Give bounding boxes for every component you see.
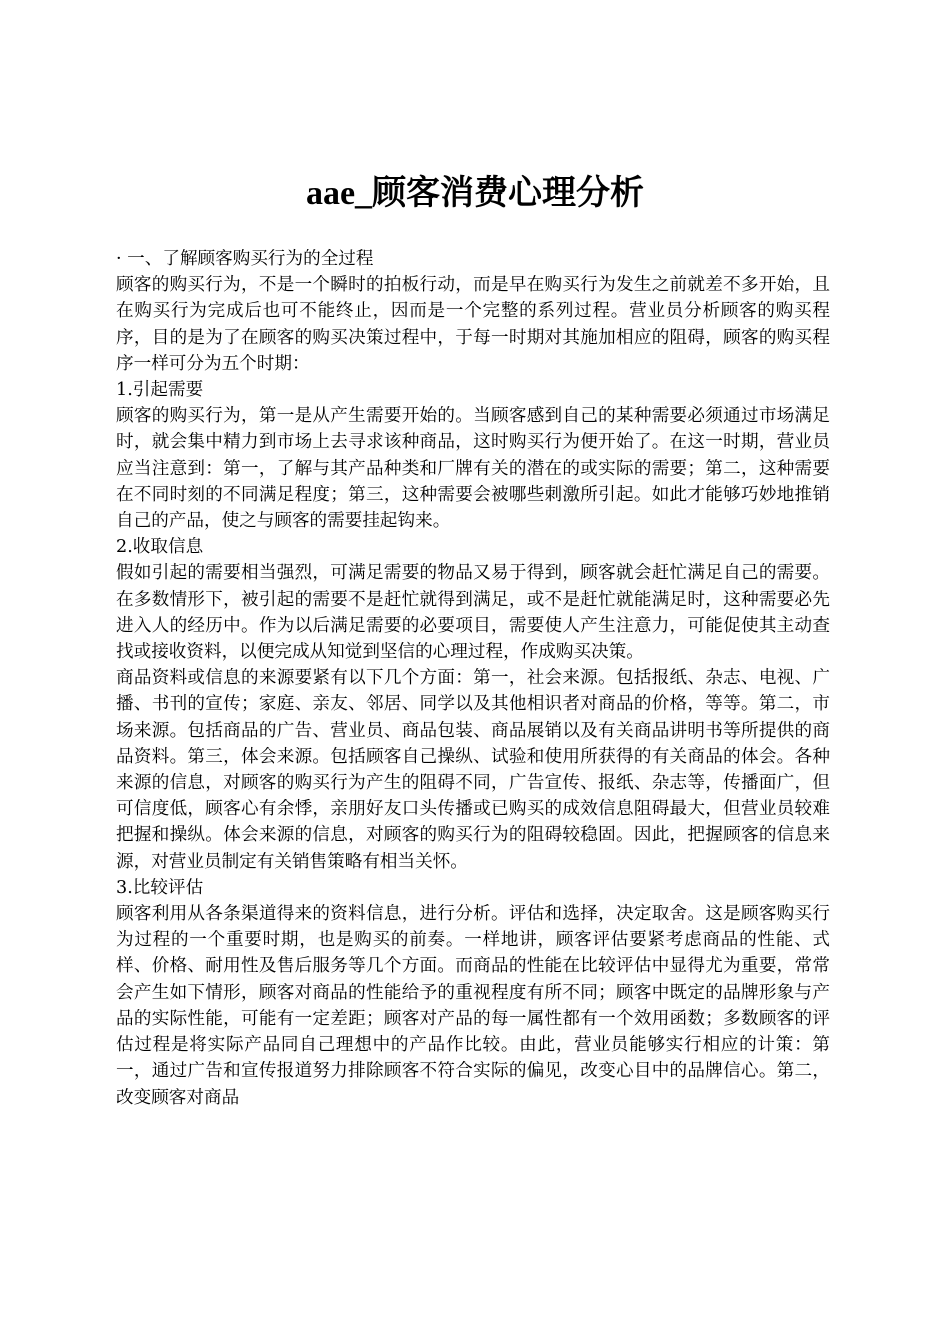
paragraph-need: 顾客的购买行为，第一是从产生需要开始的。当顾客感到自己的某种需要必须通过市场满足时，就会集中精力到市场上去寻求该种商品，这时购买行为便开始了。在这一时期，营业员应当注意到：第一，了解与其产品种类和厂牌有关的潜在的或实际的需要；第二，这种需要在不同时刻的不同满足程度；第三，这种需要会被哪些刺激所引起。如此才能够巧妙地推销自己的产品，使之与顾客的需要挂起钩来。 xyxy=(116,406,830,532)
section-heading-1: · 一、了解顾客购买行为的全过程 xyxy=(116,249,374,269)
paragraph-info-2: 商品资料或信息的来源要紧有以下几个方面：第一，社会来源。包括报纸、杂志、电视、广播、书刊的宣传；家庭、亲友、邻居、同学以及其他相识者对商品的价格，等等。第二，市场来源。包括商品的广告、营业员、商品包装、商品展销以及有关商品讲明书等所提供的商品资料。第三，体会来源。包括顾客自己操纵、试验和使用所获得的有关商品的体会。各种来源的信息，对顾客的购买行为产生的阻碍不同，广告宣传、报纸、杂志等，传播面广，但可信度低，顾客心有余悸，亲朋好友口头传播或已购买的成效信息阻碍最大，但营业员较难把握和操纵。体会来源的信息，对顾客的购买行为的阻碍较稳固。因此，把握顾客的信息来源，对营业员制定有关销售策略有相当关怀。 xyxy=(116,668,830,872)
paragraph-intro: 顾客的购买行为，不是一个瞬时的拍板行动，而是早在购买行为发生之前就差不多开始，且在购买行为完成后也可不能终止，因而是一个完整的系列过程。营业员分析顾客的购买程序，目的是为了在顾客的购买决策过程中，于每一时期对其施加相应的阻碍，顾客的购买程序一样可分为五个时期： xyxy=(116,275,830,374)
paragraph-info-1: 假如引起的需要相当强烈，可满足需要的物品又易于得到，顾客就会赶忙满足自己的需要。在多数情形下，被引起的需要不是赶忙就得到满足，或不是赶忙就能满足时，这种需要必先进入人的经历中。作为以后满足需要的必要项目，需要使人产生注意力，可能促使其主动查找或接收资料，以便完成从知觉到坚信的心理过程，作成购买决策。 xyxy=(116,563,830,663)
subheading-2: 2.收取信息 xyxy=(116,537,204,558)
paragraph-evaluate: 顾客利用从各条渠道得来的资料信息，进行分析。评估和选择，决定取舍。这是顾客购买行为过程的一个重要时期，也是购买的前奏。一样地讲，顾客评估要紧考虑商品的性能、式样、价格、耐用性及售后服务等几个方面。而商品的性能在比较评估中显得尤为重要，常常会产生如下情形，顾客对商品的性能给予的重视程度有所不同；顾客中既定的品牌形象与产品的实际性能，可能有一定差距；顾客对产品的每一属性都有一个效用函数；多数顾客的评估过程是将实际产品同自己理想中的产品作比较。由此，营业员能够实行相应的计策：第一，通过广告和宣传报道努力排除顾客不符合实际的偏见，改变心目中的品牌信心。第二，改变顾客对商品 xyxy=(116,904,830,1108)
document-body xyxy=(116,246,830,1111)
subheading-1: 1.引起需要 xyxy=(116,380,204,401)
document-title: aae_顾客消费心理分析 xyxy=(305,175,645,212)
subheading-3: 3.比较评估 xyxy=(116,877,204,898)
